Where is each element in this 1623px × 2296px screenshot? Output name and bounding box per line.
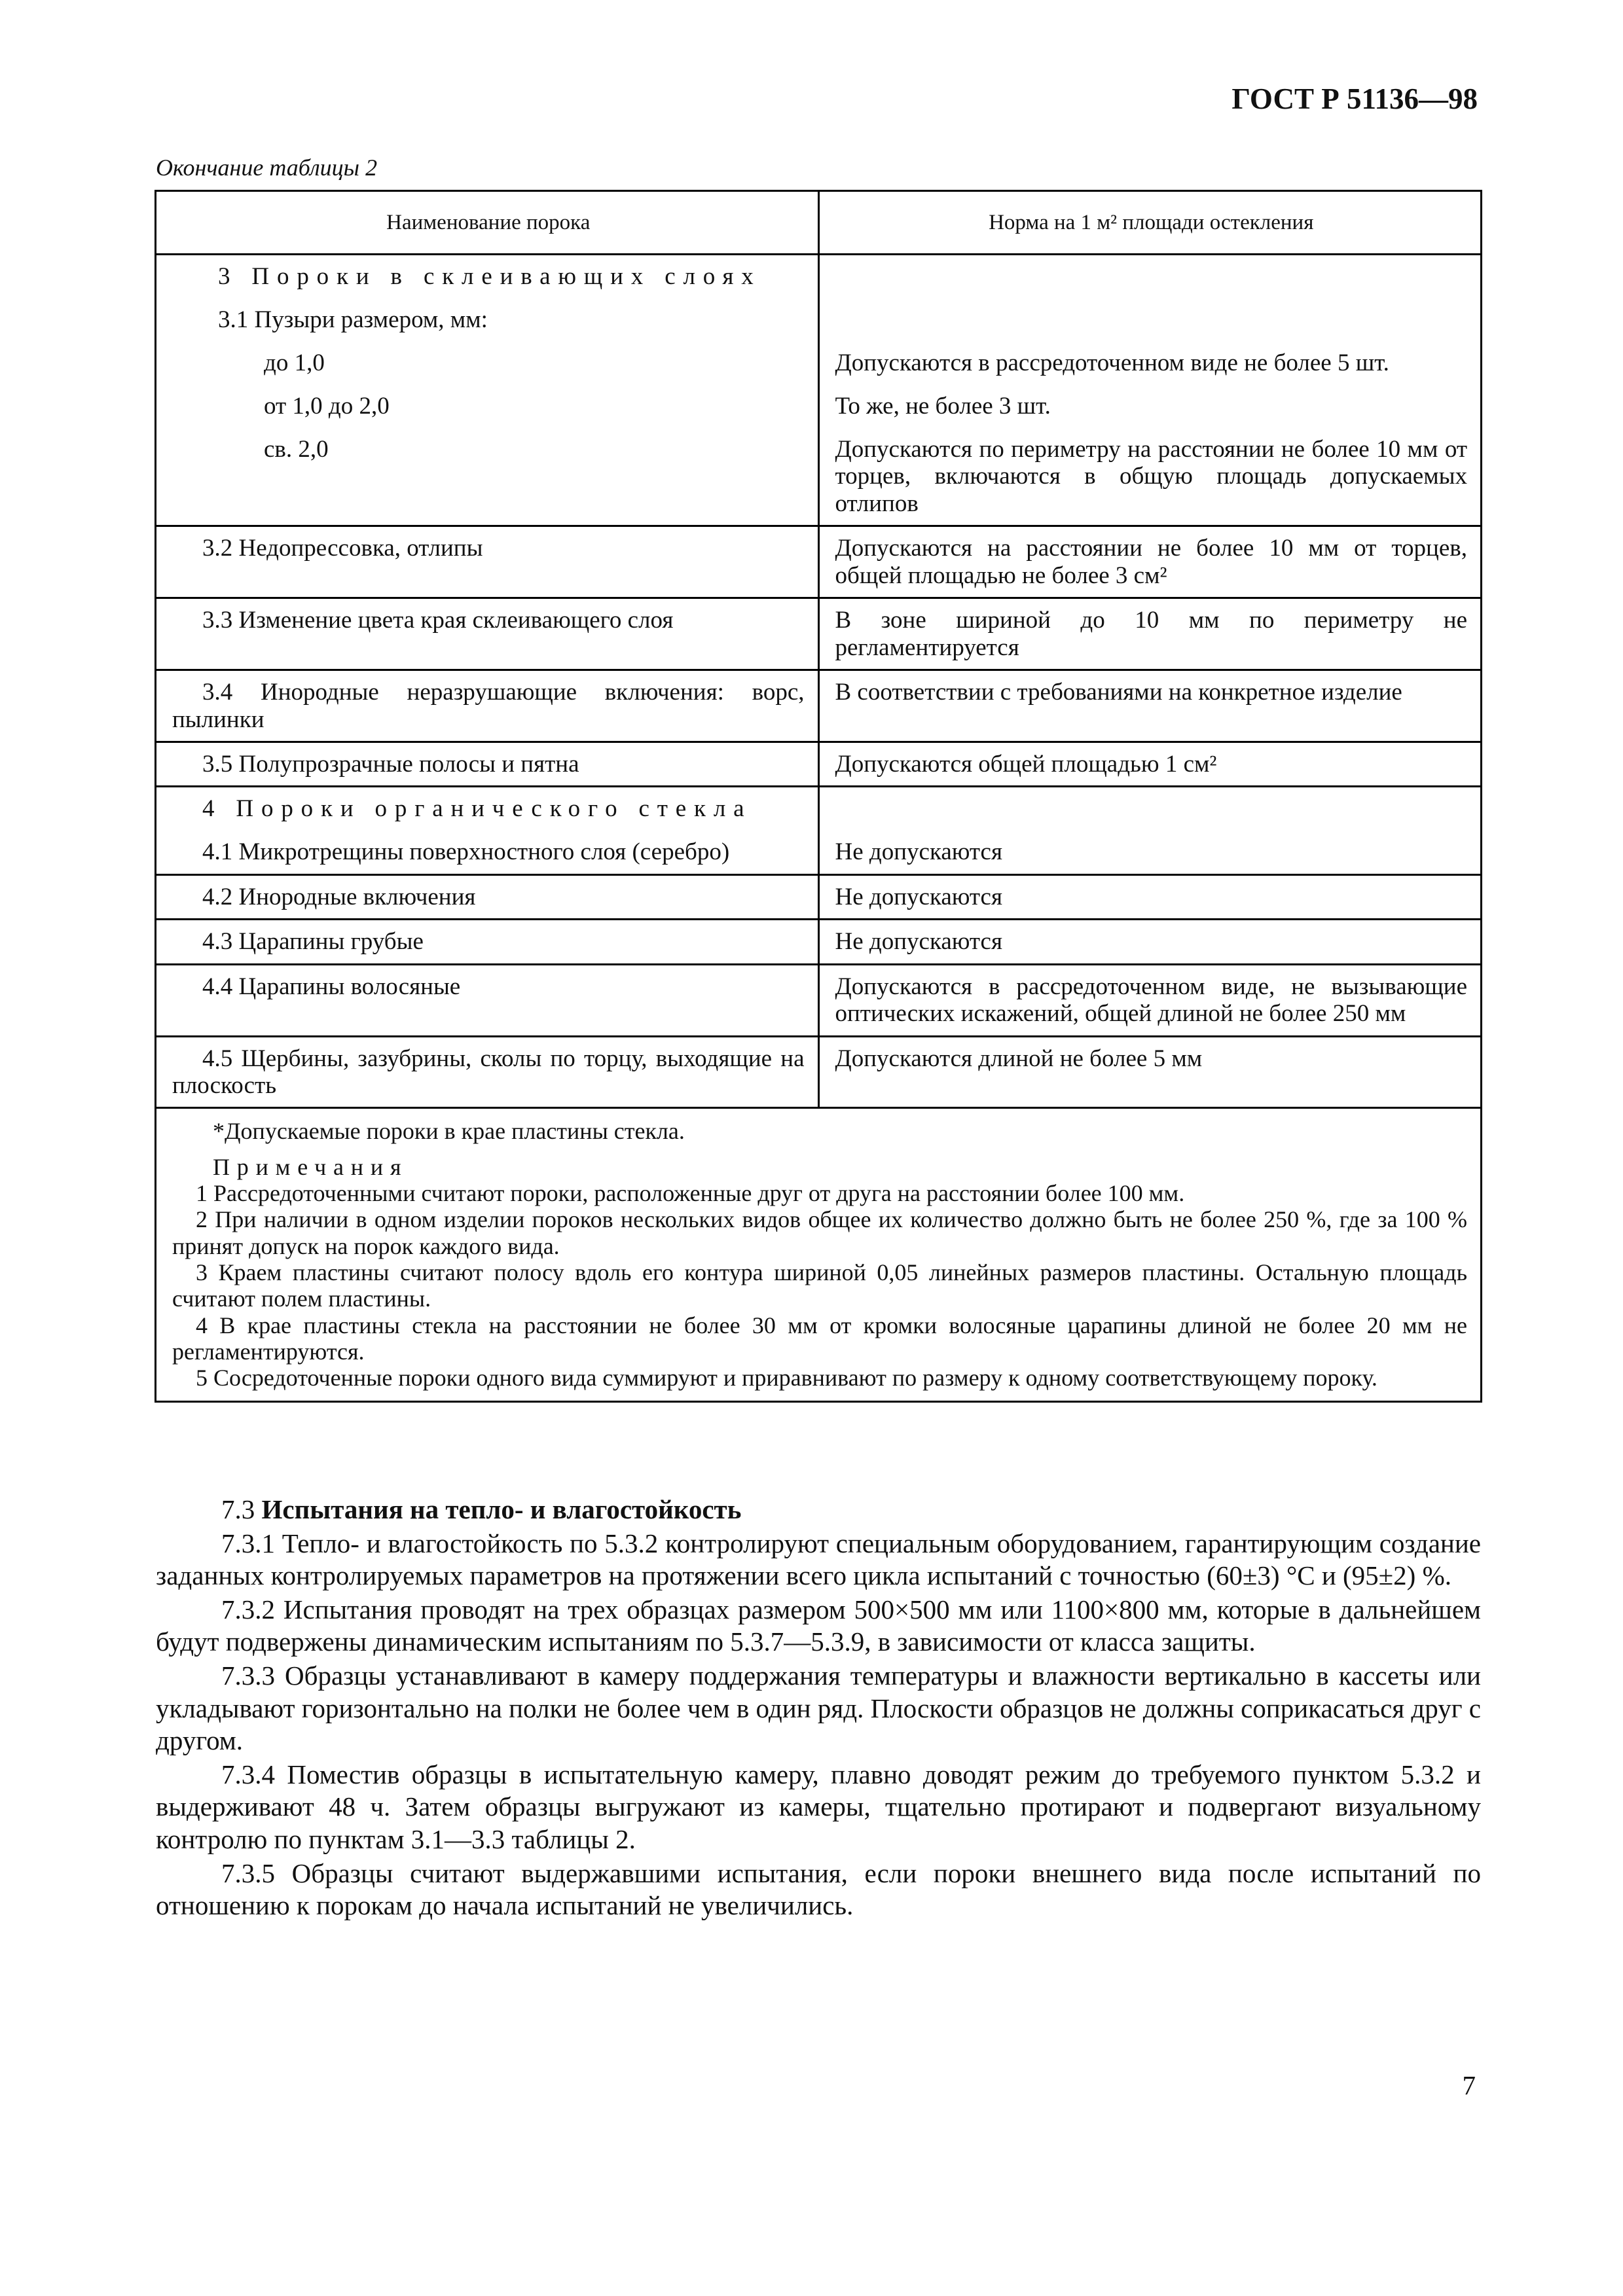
table-row (156, 964, 1482, 1036)
norm-cell: Не допускаются (818, 920, 1482, 964)
table-row (156, 787, 1482, 874)
defect-cell (156, 255, 819, 526)
table-row (156, 874, 1482, 919)
table-caption: Окончание таблицы 2 (156, 154, 378, 181)
defect-cell: 3.4 Инородные неразрушающие включения: ворс, пылинки (156, 670, 819, 742)
defect-cell (156, 874, 819, 919)
spacer (835, 795, 1468, 838)
note-item: 5 Сосредоточенные пороки одного вида суммируют и приравнивают по размеру к одному соответствующему пороку. (196, 1365, 1377, 1391)
norm-cell: Допускаются в рассредоточенном виде, не вызывающие оптических искажений, общей длиной не более 250 мм (818, 964, 1482, 1036)
table-notes-row (156, 1108, 1482, 1401)
defect-cell: 4.5 Щербины, зазубрины, сколы по торцу, выходящие на плоскость (156, 1036, 819, 1108)
spacer (835, 306, 1468, 350)
note-item: 2 При наличии в одном изделии пороков нескольких видов общее их количество должно быть не более 250 %, где за 100 % принят допуск на порок каждого вида. (172, 1206, 1467, 1259)
table-notes (156, 1108, 1482, 1401)
defect-cell (156, 787, 819, 874)
footnote-star: *Допускаемые пороки в крае пластины стекла. (213, 1118, 685, 1145)
page-number: 7 (1462, 2070, 1476, 2100)
norm-cell: Не допускаются (818, 874, 1482, 919)
row-label: 4.3 Царапины грубые (202, 928, 424, 956)
row-label: 4.4 Царапины волосяные (202, 973, 461, 1000)
defects-table (155, 190, 1482, 1403)
group-title-organic: 4 Пороки органического стекла (202, 795, 752, 823)
norm-cell: Допускаются на расстоянии не более 10 мм от торцев, общей площадью не более 3 см² (818, 526, 1482, 598)
table-row (156, 920, 1482, 964)
section-heading (156, 1494, 1481, 1526)
row-label: до 1,0 (264, 350, 325, 376)
norm-cell (818, 255, 1482, 526)
row-label: 3.5 Полупрозрачные полосы и пятна (202, 750, 579, 778)
section-number: 7.3 (221, 1494, 255, 1524)
section-title: Испытания на тепло- и влагостойкость (261, 1494, 742, 1524)
row-label: 4.2 Инородные включения (202, 883, 476, 910)
defect-cell (156, 920, 819, 964)
paragraph: 7.3.5 Образцы считают выдержавшими испытания, если пороки внешнего вида после испытаний по отношению к порокам до начала испытаний не увеличились. (156, 1857, 1481, 1921)
note-item: 3 Краем пластины считают полосу вдоль его контура шириной 0,05 линейных размеров пластины. Остальную площадь считают полем пластины. (172, 1259, 1467, 1312)
defect-cell (156, 742, 819, 786)
table-row (156, 1036, 1482, 1108)
column-header-norm: Норма на 1 м² площади остекления (818, 191, 1482, 255)
row-label: 3.2 Недопрессовка, отлипы (202, 535, 483, 562)
row-label: от 1,0 до 2,0 (264, 393, 390, 420)
norm-text: То же, не более 3 шт. (835, 393, 1051, 420)
note-item: 1 Рассредоточенными считают пороки, расположенные друг от друга на расстоянии более 100 мм. (196, 1180, 1185, 1207)
group-title-adhesive: 3 Пороки в склеивающих слоях (218, 263, 761, 290)
notes-label: Примечания (213, 1153, 409, 1180)
norm-text: Допускаются по периметру на расстоянии не более 10 мм от торцев, включаются в общую площадь допускаемых отлипов (835, 436, 1467, 517)
row-label: 4.1 Микротрещины поверхностного слоя (серебро) (202, 838, 730, 866)
spacer (835, 263, 1468, 306)
paragraph: 7.3.2 Испытания проводят на трех образцах размером 500×500 мм или 1100×800 мм, которые в дальнейшем будут подвержены динамическим испытаниям по 5.3.7—5.3.9, в зависимости от класса защиты. (156, 1594, 1481, 1657)
defect-cell (156, 598, 819, 670)
norm-cell: В зоне шириной до 10 мм по периметру не регламентируется (818, 598, 1482, 670)
table-row (156, 598, 1482, 670)
defect-cell (156, 526, 819, 598)
norm-text: Не допускаются (835, 838, 1002, 866)
row-label: 3.3 Изменение цвета края склеивающего слоя (202, 607, 674, 634)
paragraph: 7.3.1 Тепло- и влагостойкость по 5.3.2 контролируют специальным оборудованием, гарантирующим создание заданных контролируемых параметров на протяжении всего цикла испытаний с точностью (60±3) °С и (95±2) %. (156, 1528, 1481, 1591)
section-body (156, 1494, 1481, 1924)
table-row (156, 670, 1482, 742)
table-header-row (156, 191, 1482, 255)
row-label: св. 2,0 (264, 436, 329, 463)
standard-header: ГОСТ Р 51136—98 (1231, 82, 1478, 115)
norm-text: Допускаются в рассредоточенном виде не более 5 шт. (835, 350, 1389, 376)
norm-cell: Допускаются общей площадью 1 см² (818, 742, 1482, 786)
table-row (156, 526, 1482, 598)
note-item: 4 В крае пластины стекла на расстоянии не более 30 мм от кромки волосяные царапины длиной не более 20 мм не регламентируются. (172, 1312, 1467, 1365)
norm-cell: Допускаются длиной не более 5 мм (818, 1036, 1482, 1108)
column-header-defect: Наименование порока (156, 191, 819, 255)
norm-cell (818, 787, 1482, 874)
defect-cell (156, 964, 819, 1036)
row-label: 3.1 Пузыри размером, мм: (218, 306, 488, 333)
paragraph: 7.3.4 Поместив образцы в испытательную камеру, плавно доводят режим до требуемого пунктом 5.3.2 и выдерживают 48 ч. Затем образцы выгружают из камеры, тщательно протирают и подвергают визуальному контролю по пунктам 3.1—3.3 таблицы 2. (156, 1759, 1481, 1855)
table-row (156, 255, 1482, 526)
paragraph: 7.3.3 Образцы устанавливают в камеру поддержания температуры и влажности вертикально в кассеты или укладывают горизонтально на полки не более чем в один ряд. Плоскости образцов не должны соприкасаться друг с другом. (156, 1660, 1481, 1756)
norm-cell: В соответствии с требованиями на конкретное изделие (818, 670, 1482, 742)
table-row (156, 742, 1482, 786)
